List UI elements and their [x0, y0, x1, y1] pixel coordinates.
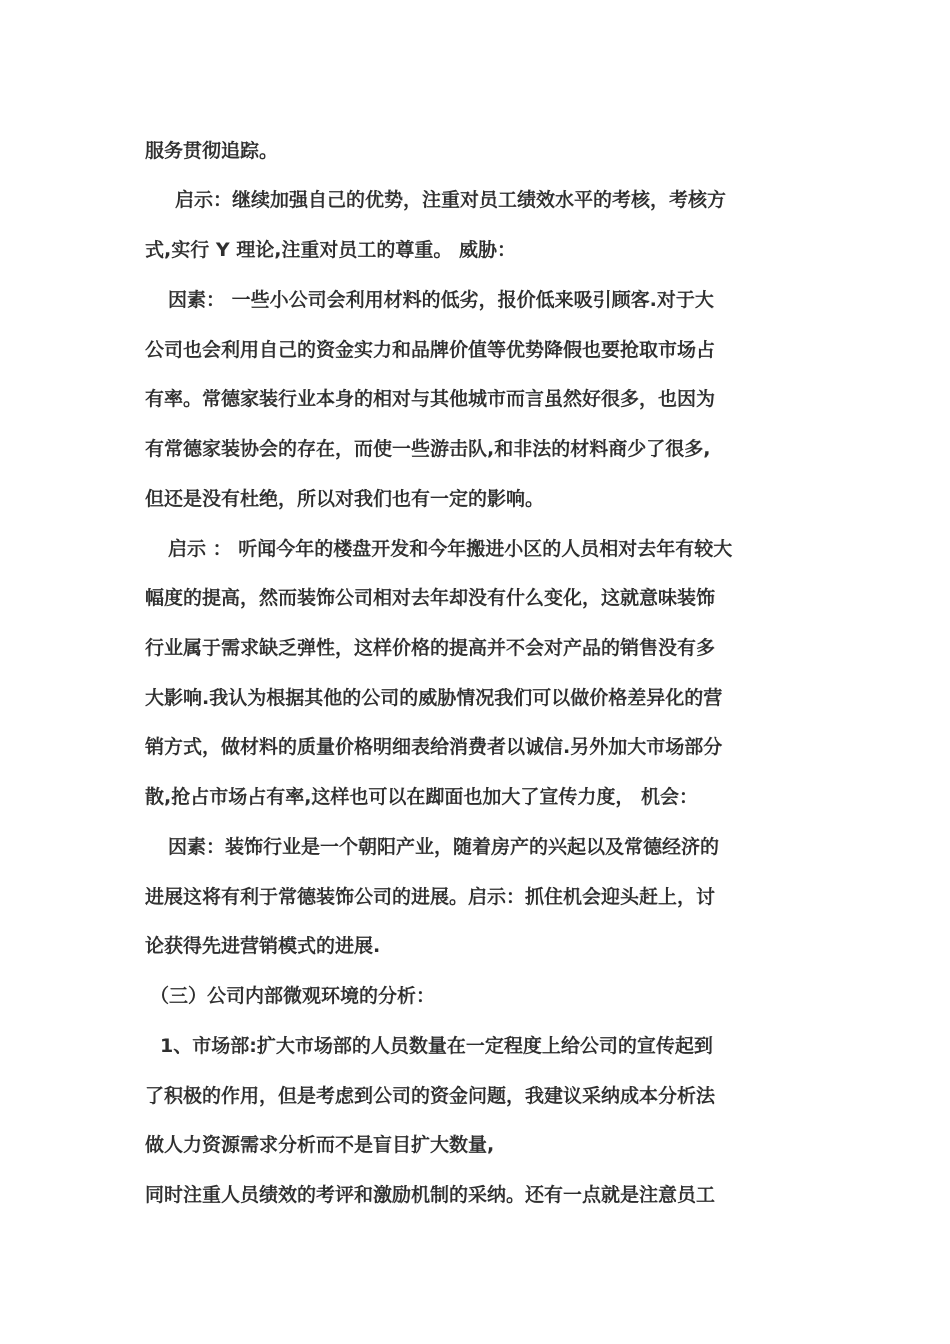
text-line-8: 但还是没有杜绝，所以对我们也有一定的影响。: [145, 488, 545, 510]
text-line-14: 散,抢占市场占有率,这样也可以在踋面也加大了宣传力度， 机会：: [145, 786, 699, 808]
text-line-12: 大影响.我认为根据其他的公司的威胁情况我们可以做价格差异化的营: [145, 687, 723, 709]
text-line-2: 启示：继续加强自己的优势，注重对员工绩效水平的考核，考核方: [175, 189, 727, 211]
text-line-16: 进展这将有利于常德装饰公司的进展。启示：抓住机会迎头赶上，讨: [145, 886, 716, 908]
text-line-10: 幅度的提高，然而装饰公司相对去年却没有什么变化，这就意味装饰: [145, 587, 716, 609]
text-line-4: 因素： 一些小公司会利用材料的低劣，报价低来吸引顾客.对于大: [168, 289, 714, 311]
text-line-21: 做人力资源需求分析而不是盲目扩大数量,: [145, 1134, 495, 1156]
text-line-19: 1、市场部:扩大市场部的人员数量在一定程度上给公司的宣传起到: [160, 1035, 713, 1057]
text-line-11: 行业属于需求缺乏弹性，这样价格的提高并不会对产品的销售没有多: [145, 637, 716, 659]
text-line-22: 同时注重人员绩效的考评和激励机制的采纳。还有一点就是注意员工: [145, 1184, 716, 1206]
text-line-1: 服务贯彻追踪。: [145, 140, 279, 162]
text-line-7: 有常德家装协会的存在，而使一些游击队,和非法的材料商少了很多,: [145, 438, 711, 460]
text-line-17: 论获得先进营销模式的进展.: [145, 935, 381, 957]
text-line-9: 启示 ： 听闻今年的楼盘开发和今年搬进小区的人员相对去年有较大: [168, 538, 733, 560]
text-line-6: 有率。常德家装行业本身的相对与其他城市而言虽然好很多，也因为: [145, 388, 716, 410]
text-line-15: 因素：装饰行业是一个朝阳产业，随着房产的兴起以及常德经济的: [168, 836, 720, 858]
section-heading: （三）公司内部微观环境的分析：: [150, 985, 436, 1007]
text-line-5: 公司也会利用自己的资金实力和品牌价值等优势降假也要抢取市场占: [145, 339, 716, 361]
text-line-20: 了积极的作用，但是考虑到公司的资金问题，我建议采纳成本分析法: [145, 1085, 716, 1107]
text-line-3: 式,实行 Y 理论,注重对员工的尊重。 威胁：: [145, 239, 517, 261]
text-line-13: 销方式，做材料的质量价格明细表给消费者以诚信.另外加大市场部分: [145, 736, 723, 758]
